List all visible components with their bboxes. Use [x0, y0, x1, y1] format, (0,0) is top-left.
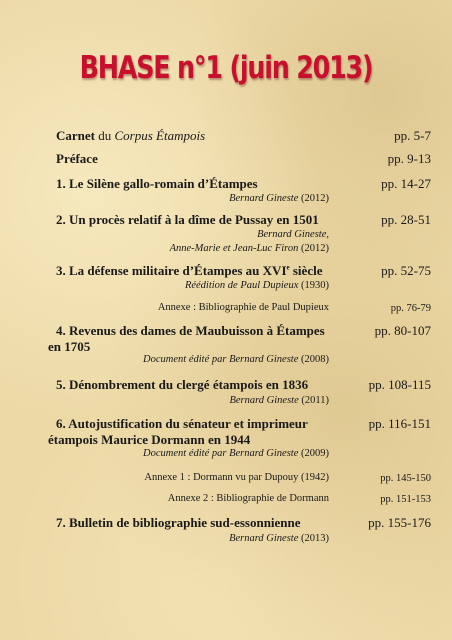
- toc-entry-pages: pp. 28-51: [381, 212, 431, 227]
- author-year: (2008): [298, 354, 329, 365]
- author-name: Réédition de Paul Dupieux: [184, 280, 299, 291]
- annex-pages: pp. 151-153: [380, 494, 431, 505]
- annex-label: Annexe : Bibliographie de Paul Dupieux: [157, 302, 329, 313]
- author-name: Bernard Gineste,: [257, 229, 329, 240]
- author-name: Anne-Marie et Jean-Luc Firon: [169, 243, 299, 254]
- page-title: BHASE n°1 (juin 2013): [79, 50, 373, 86]
- toc-entry-pages: pp. 14-27: [381, 176, 431, 191]
- toc-entry-title: [56, 128, 346, 144]
- toc-entry-pages: pp. 52-75: [381, 263, 431, 278]
- carnet-work-title: Corpus Étampois: [114, 128, 206, 143]
- toc-entry-pages: pp. 155-176: [368, 515, 431, 530]
- toc-entry-pages: pp. 9-13: [387, 151, 431, 166]
- author-year: (2009): [298, 448, 329, 459]
- toc-entry-title: Préface: [56, 151, 98, 166]
- author-year: (2013): [298, 533, 329, 544]
- title-part: 3. La défense militaire d’Étampes au XVI: [56, 263, 287, 278]
- toc-entry-title: 2. Un procès relatif à la dîme de Pussay en 1501: [56, 212, 319, 227]
- toc-entry-title: [56, 263, 346, 279]
- author-year: (1930): [298, 280, 329, 291]
- toc-entry-title: 1. Le Silène gallo-romain d’Étampes: [56, 176, 258, 191]
- author-name: Bernard Gineste: [229, 193, 299, 204]
- toc-entry-pages: pp. 108-115: [368, 377, 431, 392]
- carnet-label: Carnet: [56, 128, 95, 143]
- toc-entry-author: [29, 447, 329, 461]
- annex-label: Annexe 1 : Dormann vu par Dupouy (1942): [144, 472, 329, 483]
- author-year: (2012): [298, 193, 329, 204]
- toc-entry-author: [29, 394, 329, 408]
- author-year: (2011): [298, 395, 329, 406]
- title-sup: e: [286, 263, 290, 272]
- toc-entry-author: [29, 532, 329, 546]
- toc-entry-author: [29, 353, 329, 367]
- title-part: siècle: [289, 263, 323, 278]
- toc-entry-author: [29, 279, 329, 293]
- toc-entry-title: 7. Bulletin de bibliographie sud-essonnienne: [56, 515, 301, 530]
- toc-entry-title: 4. Revenus des dames de Maubuisson à Étampes en 1705: [48, 323, 325, 354]
- toc-entry-pages: pp. 5-7: [394, 128, 431, 143]
- toc-entry-title: 5. Dénombrement du clergé étampois en 1836: [56, 377, 309, 392]
- toc-entry-title: 6. Autojustification du sénateur et imprimeur étampois Maurice Dormann en 1944: [48, 416, 308, 447]
- author-name: Bernard Gineste: [229, 533, 299, 544]
- author-name: Document édité par Bernard Gineste: [143, 448, 299, 459]
- toc-entry-author-line2: [29, 242, 329, 256]
- toc-entry-author-line1: [29, 228, 329, 242]
- toc-entry-pages: pp. 116-151: [368, 416, 431, 431]
- author-name: Document édité par Bernard Gineste: [143, 354, 299, 365]
- carnet-connector: du: [95, 128, 115, 143]
- annex-pages: pp. 76-79: [390, 303, 431, 314]
- annex-label: Annexe 2 : Bibliographie de Dormann: [167, 493, 329, 504]
- annex-pages: pp. 145-150: [380, 473, 431, 484]
- toc-entry-author: [29, 192, 329, 206]
- toc-entry-pages: pp. 80-107: [374, 323, 431, 338]
- author-name: Bernard Gineste: [229, 395, 299, 406]
- author-year: (2012): [298, 243, 329, 254]
